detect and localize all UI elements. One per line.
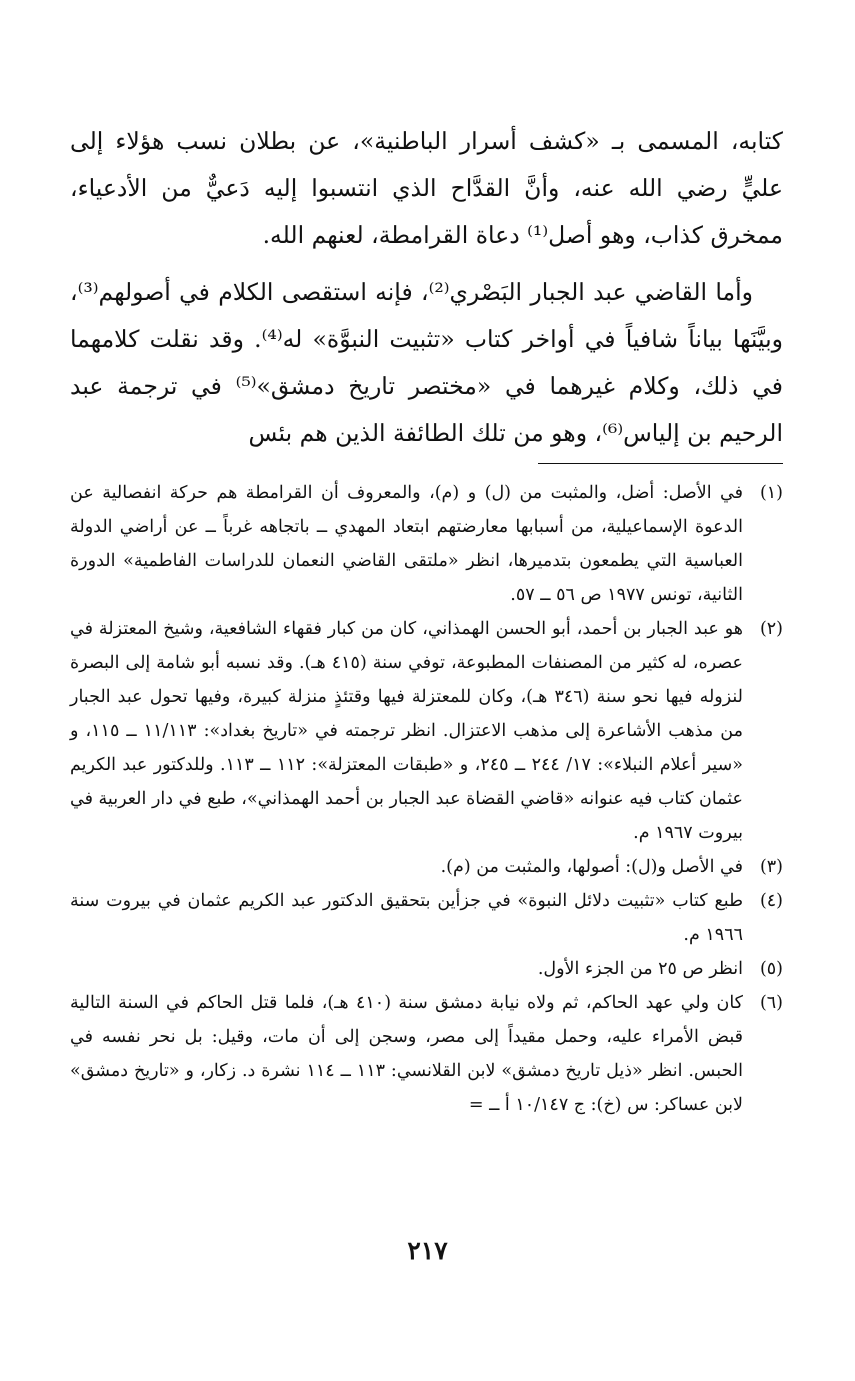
footnote-1: [70, 476, 783, 612]
footnote-separator: [538, 463, 783, 464]
footnote-number: (٢): [759, 619, 783, 639]
paragraph-1: كتابه، المسمى بـ «كشف أسرار الباطنية»، عن بطلان نسب هؤلاء إلى عليٍّ رضي الله عنه، وأنَّ القدَّاح الذي انتسبوا إليه دَعيٌّ من الأدعياء، ممخرق كذاب، وهو أصل⁽¹⁾ دعاة القرامطة، لعنهم الله.: [70, 127, 783, 249]
footnote-4: [70, 884, 783, 952]
footnote-text: انظر ص ٢٥ من الجزء الأول.: [537, 959, 743, 979]
page-number: ٢١٧: [407, 1236, 448, 1265]
footnote-number: (٥): [759, 959, 783, 979]
footnote-text: كان ولي عهد الحاكم، ثم ولاه نيابة دمشق سنة (٤١٠ هـ)، فلما قتل الحاكم في السنة التالية قبض الأمراء عليه، وحمل مقيداً إلى مصر، وسجن إلى أن مات، وقيل: بل نحر نفسه في الحبس. انظر «ذيل تاريخ دمشق» لابن القلانسي: ١١٣ ــ ١١٤ نشرة د. زكار، و «تاريخ دمشق» لابن عساكر: س (خ): ج ١٠/١٤٧ أ ــ =: [70, 993, 744, 1115]
footnote-2: [70, 612, 783, 850]
footnote-6: [70, 986, 783, 1122]
footnote-text: هو عبد الجبار بن أحمد، أبو الحسن الهمذاني، كان من كبار فقهاء الشافعية، وشيخ المعتزلة في عصره، له كثير من المصنفات المطبوعة، توفي سنة (٤١٥ هـ). وقد نسبه أبو شامة إلى البصرة لنزوله فيها نحو سنة (٣٤٦ هـ)، وكان للمعتزلة فيها وقتئذٍ منزلة كبيرة، وفيها تحول عبد الجبار من مذهب الأشاعرة إلى مذهب الاعتزال. انظر ترجمته في «تاريخ بغداد»: ١١/١١٣ ــ ١١٥، و «سير أعلام النبلاء»: ١٧/ ٢٤٤ ــ ٢٤٥، و «طبقات المعتزلة»: ١١٢ ــ ١١٣. وللدكتور عبد الكريم عثمان كتاب فيه عنوانه «قاضي القضاة عبد الجبار بن أحمد الهمذاني»، طبع في دار العربية في بيروت ١٩٦٧ م.: [70, 619, 743, 843]
paragraph-2: وأما القاضي عبد الجبار البَصْري⁽²⁾، فإنه استقصى الكلام في أصولهم⁽³⁾، وبيَّنَها بياناً شافياً في أواخر كتاب «تثبيت النبوَّة» له⁽⁴⁾. وقد نقلت كلامهما في ذلك، وكلام غيرهما في «مختصر تاريخ دمشق»⁽⁵⁾ في ترجمة عبد الرحيم بن إلياس⁽⁶⁾، وهو من تلك الطائفة الذين هم بئس: [70, 278, 784, 447]
footnote-text: في الأصل و(ل): أصولها، والمثبت من (م).: [440, 857, 743, 877]
footnotes: [70, 476, 783, 1122]
footnote-text: طبع كتاب «تثبيت دلائل النبوة» في جزأين بتحقيق الدكتور عبد الكريم عثمان في بيروت سنة ١٩٦٦ م.: [70, 891, 743, 945]
footnote-3: [70, 850, 783, 884]
footnote-number: (١): [759, 483, 783, 503]
footnote-number: (٤): [759, 891, 783, 911]
footnote-5: [70, 952, 783, 986]
footnote-number: (٣): [759, 857, 783, 877]
main-text: [70, 118, 783, 457]
footnote-number: (٦): [759, 993, 783, 1013]
footnote-text: في الأصل: أضل، والمثبت من (ل) و (م)، والمعروف أن القرامطة هم حركة انفصالية عن الدعوة الإسماعيلية، من أسبابها معارضتهم ابتعاد المهدي ــ باتجاهه غرباً ــ عن أراضي الدولة العباسية التي يطمعون بتدميرها، انظر «ملتقى القاضي النعمان للدراسات الفاطمية» الدورة الثانية، تونس ١٩٧٧ ص ٥٦ ــ ٥٧.: [70, 483, 743, 605]
